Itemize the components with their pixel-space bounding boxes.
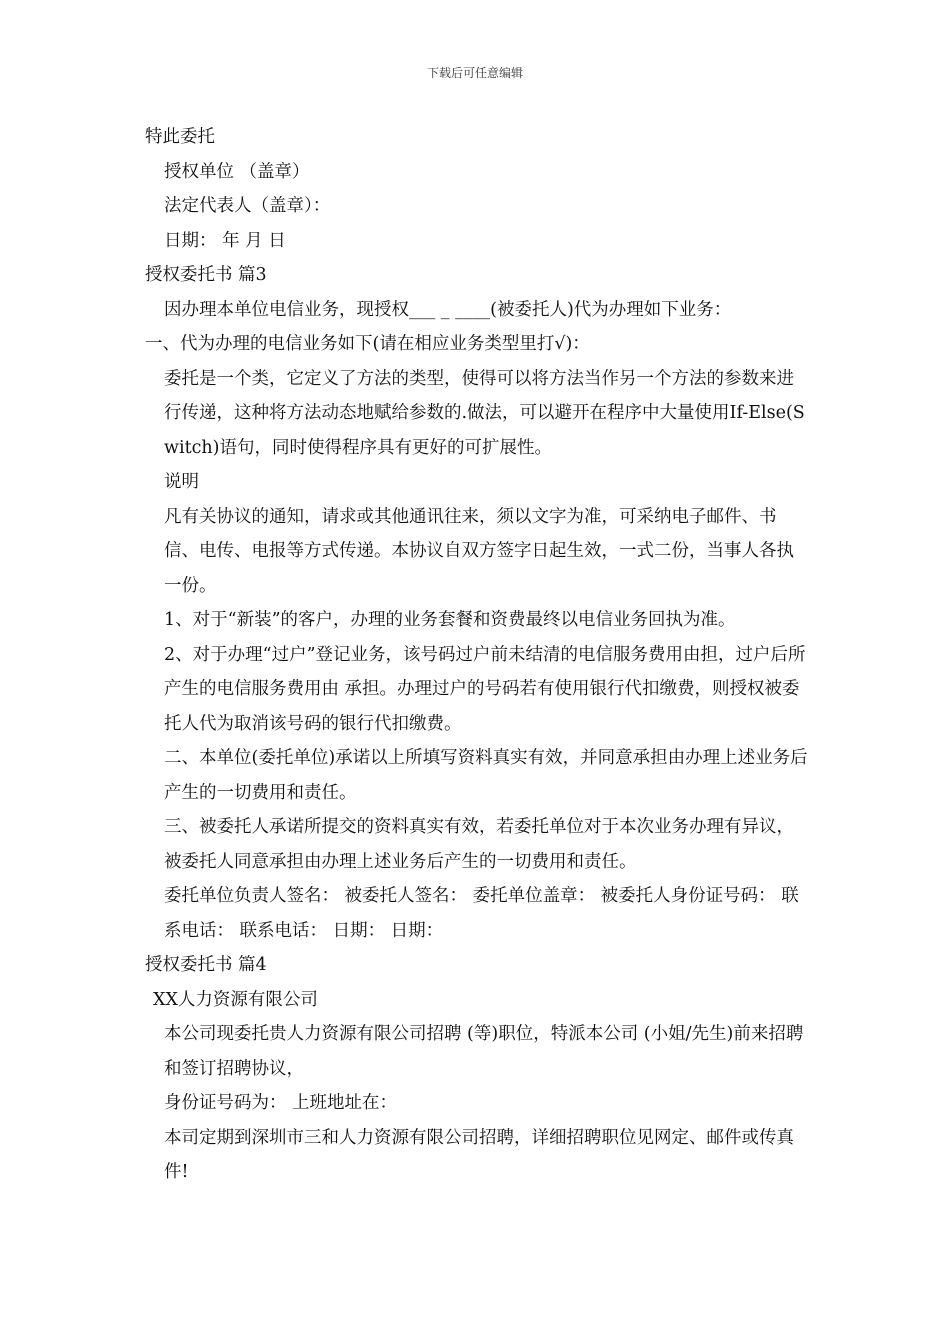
section-heading-4: 授权委托书 篇4 bbox=[145, 955, 267, 975]
date-line: 日期： 年 月 日 bbox=[164, 230, 286, 251]
paragraph: 本公司现委托贵人力资源有限公司招聘 (等)职位，特派本公司 (小姐/先生)前来招聘和签订招聘协议， bbox=[164, 1024, 804, 1079]
paragraph: 2、对于办理“过户”登记业务，该号码过户前未结清的电信服务费用由担，过户后所产生的电信服务费用由 承担。办理过户的号码若有使用银行代扣缴费，则授权被委托人代为取消该号码的银行代扣缴费。 bbox=[164, 644, 806, 734]
paragraph: 本司定期到深圳市三和人力资源有限公司招聘，详细招聘职位见网定、邮件或传真件! bbox=[164, 1127, 794, 1182]
paragraph: 凡有关协议的通知，请求或其他通讯往来，须以文字为准，可采纳电子邮件、书信、电传、电报等方式传递。本协议自双方签字日起生效，一式二份，当事人各执一份。 bbox=[164, 506, 794, 596]
paragraph: 1、对于“新装”的客户，办理的业务套餐和资费最终以电信业务回执为准。 bbox=[164, 610, 736, 630]
closing-line: 特此委托 bbox=[145, 127, 215, 147]
paragraph: 委托是一个类，它定义了方法的类型，使得可以将方法当作另一个方法的参数来进行传递，这种将方法动态地赋给参数的.做法，可以避开在程序中大量使用If-Else(Switch)语句，同时使得程序具有更好的可扩展性。 bbox=[164, 368, 805, 458]
section-heading-3: 授权委托书 篇3 bbox=[145, 265, 267, 285]
document-body bbox=[145, 120, 810, 1190]
paragraph: 因办理本单位电信业务，现授权___ _ ____(被委托人)代为办理如下业务： bbox=[164, 299, 732, 320]
paragraph: 三、被委托人承诺所提交的资料真实有效，若委托单位对于本次业务办理有异议，被委托人同意承担由办理上述业务后产生的一切费用和责任。 bbox=[164, 817, 794, 872]
company-name: XX人力资源有限公司 bbox=[153, 989, 318, 1010]
legal-representative-line: 法定代表人（盖章）： bbox=[164, 196, 331, 216]
paragraph: 一、代为办理的电信业务如下(请在相应业务类型里打√)： bbox=[145, 334, 590, 354]
authorizing-unit-line: 授权单位 （盖章） bbox=[164, 161, 310, 182]
subheading-note: 说明 bbox=[164, 472, 199, 492]
signature-line: 委托单位负责人签名： 被委托人签名： 委托单位盖章： 被委托人身份证号码： 联系电话： 联系电话： 日期： 日期： bbox=[164, 886, 799, 941]
page-header: 下载后可任意编辑 bbox=[426, 66, 523, 80]
paragraph: 身份证号码为： 上班地址在： bbox=[164, 1093, 398, 1113]
paragraph: 二、本单位(委托单位)承诺以上所填写资料真实有效，并同意承担由办理上述业务后产生的一切费用和责任。 bbox=[164, 748, 808, 803]
